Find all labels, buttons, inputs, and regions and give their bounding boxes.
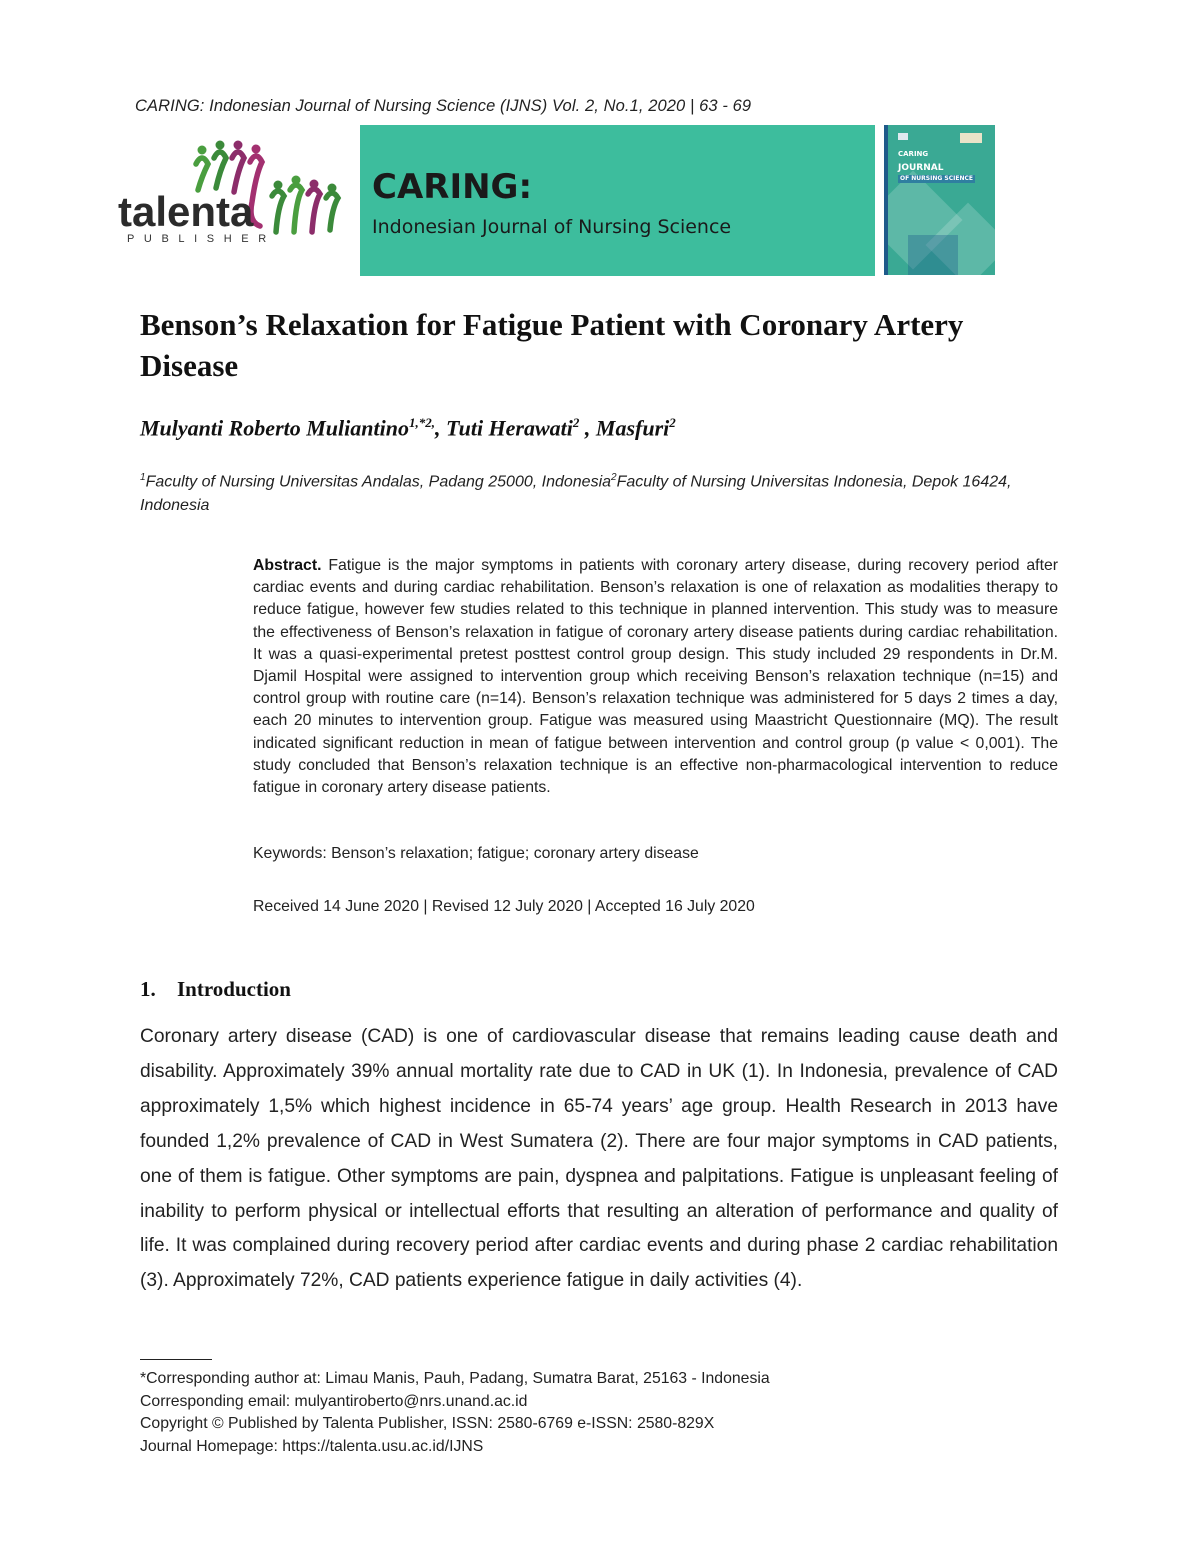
author-separator: , xyxy=(579,415,596,441)
author-sup: 1,*2, xyxy=(408,415,435,430)
article-dates: Received 14 June 2020 | Revised 12 July 2020 | Accepted 16 July 2020 xyxy=(253,898,755,915)
author-list xyxy=(140,415,676,441)
running-head: CARING: Indonesian Journal of Nursing Science (IJNS) Vol. 2, No.1, 2020 | 63 - 69 xyxy=(135,97,752,115)
introduction-paragraph: Coronary artery disease (CAD) is one of cardiovascular disease that remains leading cause death and disability. Approximately 39% annual mortality rate due to CAD in UK (1). In Indonesia, prevalence of CAD approximately 1,5% which highest incidence in 65-74 years’ age group. Health Research in 2013 have founded 1,2% prevalence of CAD in West Sumatera (2). There are four major symptoms in CAD patients, one of them is fatigue. Other symptoms are pain, dyspnea and palpitations. Fatigue is unpleasant feeling of inability to perform physical or intellectual efforts that resulting an alteration of performance and quality of life. It was complained during recovery period after cardiac events and during phase 2 cardiac rehabilitation (3). Approximately 72%, CAD patients experience fatigue in daily activities (4). xyxy=(140,1026,1058,1292)
affil-sup: 1 xyxy=(140,472,146,483)
footnote-divider xyxy=(140,1359,212,1360)
footnote-homepage: Journal Homepage: https://talenta.usu.ac.id/IJNS xyxy=(140,1437,484,1455)
logo-wordmark: talenta xyxy=(118,188,254,235)
footnote-email: Corresponding email: mulyantiroberto@nrs.unand.ac.id xyxy=(140,1392,528,1410)
author-name: Mulyanti Roberto Muliantino xyxy=(140,415,409,441)
section-number: 1. xyxy=(140,977,156,1001)
cover-line-2: JOURNAL xyxy=(898,163,944,173)
footnotes xyxy=(140,1368,770,1458)
author-separator: , xyxy=(434,415,446,441)
author-sup: 2 xyxy=(669,415,676,430)
journal-banner xyxy=(360,125,875,276)
footnote-corresponding-author: *Corresponding author at: Limau Manis, Pauh, Padang, Sumatra Barat, 25163 - Indonesia xyxy=(140,1370,770,1387)
keywords: Keywords: Benson’s relaxation; fatigue; coronary artery disease xyxy=(253,845,699,862)
cover-line-3: OF NURSING SCIENCE xyxy=(900,175,973,182)
journal-cover-image xyxy=(884,125,995,275)
cover-line-1: CARING xyxy=(898,150,929,158)
section-title: Introduction xyxy=(177,977,291,1001)
affil-sup: 2 xyxy=(611,472,617,483)
section-heading xyxy=(140,977,291,1002)
abstract xyxy=(253,555,1058,799)
affil-text: Faculty of Nursing Universitas Andalas, Padang 25000, Indonesia xyxy=(145,473,612,491)
publisher-logo xyxy=(118,140,358,250)
footnote-copyright: Copyright © Published by Talenta Publisher, ISSN: 2580-6769 e-ISSN: 2580-829X xyxy=(140,1415,715,1432)
banner-subtitle: Indonesian Journal of Nursing Science xyxy=(372,216,732,238)
abstract-text: Fatigue is the major symptoms in patients with coronary artery disease, during recovery period after cardiac events and during cardiac rehabilitation. Benson’s relaxation is one of relaxation as modalities therapy to reduce fatigue, however few studies related to this technique in planned intervention. This study was to measure the effectiveness of Benson’s relaxation in fatigue of coronary artery disease patients during cardiac rehabilitation. It was a quasi-experimental pretest posttest control group design. This study included 29 respondents in Dr.M. Djamil Hospital were assigned to intervention group which receiving Benson’s relaxation technique (n=15) and control group with routine care (n=14). Benson’s relaxation technique was administered for 5 days 2 times a day, each 20 minutes to intervention group. Fatigue was measured using Maastricht Questionnaire (MQ). The result indicated significant reduction in mean of fatigue between intervention and control group (p value < 0,001). The study concluded that Benson’s relaxation technique is an effective non-pharmacological intervention to reduce fatigue in coronary artery disease patients. xyxy=(253,557,1058,797)
author-sup: 2 xyxy=(572,415,580,430)
article-title: Benson’s Relaxation for Fatigue Patient with Coronary Artery Disease xyxy=(140,307,964,383)
abstract-label: Abstract. xyxy=(253,557,322,574)
logo-subtitle: PUBLISHER xyxy=(127,233,276,245)
banner-title: CARING: xyxy=(372,167,533,207)
affiliations xyxy=(140,466,1040,518)
affil-text: Faculty of Nursing Universitas Indonesia, Depok 16424, Indonesia xyxy=(140,473,1012,515)
author-name: Tuti Herawati xyxy=(445,415,573,441)
author-name: Masfuri xyxy=(595,415,670,441)
